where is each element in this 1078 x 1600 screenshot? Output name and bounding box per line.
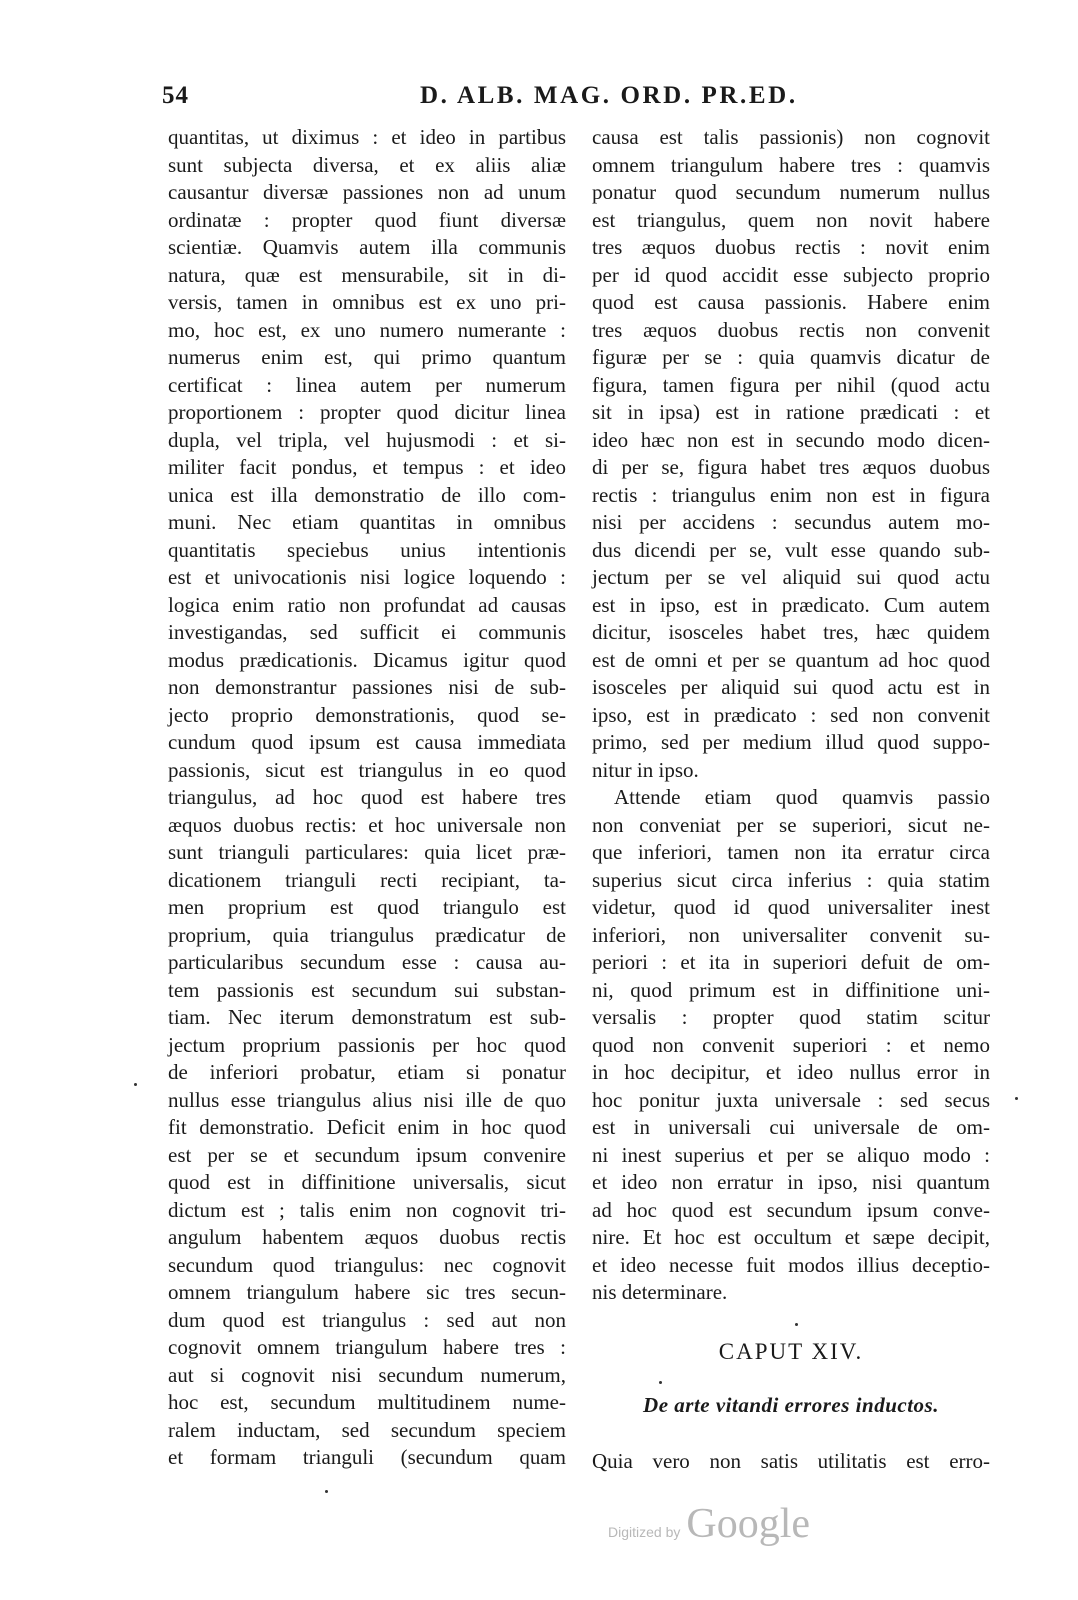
text-line: tem passionis est secundum sui substan- [168, 977, 566, 1002]
speck-mark [325, 1490, 328, 1493]
text-line: dictum est ; talis enim non cognovit tri- [168, 1197, 566, 1222]
text-line: est per se et secundum ipsum convenire [168, 1142, 566, 1167]
text-line: ipso, est in prædicato : sed non convenit [592, 702, 990, 727]
text-line: sit in ipsa) est in ratione prædicati : et [592, 400, 990, 424]
text-line: jecto proprio demonstrationis, quod se- [168, 702, 566, 727]
text-line: cundum quod ipsum est causa immediata [168, 730, 566, 754]
text-line: rectis : triangulus enim non est in figura [592, 482, 990, 507]
text-line: proportionem : propter quod dicitur linea [168, 400, 566, 424]
text-line: per id quod accidit esse subjecto proprio [592, 262, 990, 287]
speck-mark [134, 1083, 137, 1086]
text-line: et formam trianguli (secundum quam [168, 1445, 566, 1469]
text-line: versis, tamen in omnibus est ex uno pri- [168, 290, 566, 314]
text-line: modus prædicationis. Dicamus igitur quod [168, 647, 566, 672]
text-line: est in universali cui universale de om- [592, 1115, 990, 1139]
text-line: sunt subjecta diversa, et ex aliis aliæ [168, 152, 566, 177]
text-line: est triangulus, quem non novit habere [592, 207, 990, 232]
text-line: di per se, figura habet tres æquos duobus [592, 455, 990, 479]
text-line: quantitatis speciebus unius intentionis [168, 537, 566, 562]
text-line: mo, hoc est, ex uno numero numerante : [168, 317, 566, 342]
text-line: passionis, sicut est triangulus in eo quod [168, 757, 566, 782]
text-line: dicitur, isosceles habet tres, hæc quidem [592, 620, 990, 644]
text-line: quod est causa passionis. Habere enim [592, 290, 990, 314]
text-line: isosceles per aliquid sui quod actu est in [592, 675, 990, 699]
speck-mark [659, 1381, 662, 1384]
text-line: muni. Nec etiam quantitas in omnibus [168, 510, 566, 534]
text-line: sunt trianguli particulares: quia licet præ- [168, 840, 566, 864]
text-line: est de omni et per se quantum ad hoc quod [592, 647, 990, 672]
text-line: nis determinare. [592, 1280, 728, 1304]
page-number: 54 [162, 82, 189, 109]
text-line: nullus esse triangulus alius nisi ille de quo [168, 1087, 566, 1112]
text-line: nisi per accidens : secundus autem mo- [592, 510, 990, 534]
text-line: dus dicendi per se, vult esse quando sub- [592, 537, 990, 562]
text-line: numerus enim est, qui primo quantum [168, 345, 566, 369]
right-text-column [592, 124, 990, 1307]
text-line: Attende etiam quod quamvis passio [614, 785, 990, 809]
text-line: videtur, quod id quod universaliter inest [592, 895, 990, 919]
text-line: figura, tamen figura per nihil (quod actu [592, 372, 990, 397]
text-line: triangulus, ad hoc quod est habere tres [168, 785, 566, 809]
text-line: causa est talis passionis) non cognovit [592, 125, 990, 149]
text-line: ni, quod primum est in diffinitione uni- [592, 977, 990, 1002]
watermark-prefix: Digitized by [608, 1524, 681, 1540]
running-head: D. ALB. MAG. ORD. PR.ED. [420, 82, 798, 109]
text-line: aut si cognovit nisi secundum numerum, [168, 1362, 566, 1387]
text-line: men proprium est quod triangulo est [168, 895, 566, 919]
text-line: est et univocationis nisi logice loquendo : [168, 565, 566, 589]
text-line: superius sicut circa inferius : quia statim [592, 867, 990, 892]
text-line: figuræ per se : quia quamvis dicatur de [592, 345, 990, 369]
text-line: non conveniat per se superiori, sicut ne- [592, 812, 990, 837]
text-line: logica enim ratio non profundat ad causas [168, 592, 566, 617]
text-line: et ideo non erratur in ipso, nisi quantum [592, 1170, 990, 1194]
text-line: tres æquos duobus rectis : novit enim [592, 235, 990, 259]
text-line: ad hoc quod est secundum ipsum conve- [592, 1197, 990, 1222]
text-line: que inferiori, tamen non ita erratur circa [592, 840, 990, 864]
text-line: dicationem trianguli recti recipiant, ta- [168, 867, 566, 892]
text-line: Quia vero non satis utilitatis est erro- [592, 1449, 990, 1473]
text-line: cognovit omnem triangulum habere tres : [168, 1335, 566, 1359]
text-line: secundum quod triangulus: nec cognovit [168, 1252, 566, 1277]
text-line: tiam. Nec iterum demonstratum est sub- [168, 1005, 566, 1029]
chapter-subtitle: De arte vitandi errores inductos. [643, 1393, 939, 1417]
text-line: militer facit pondus, et tempus : et ideo [168, 455, 566, 479]
text-line: de inferiori probatur, etiam si ponatur [168, 1060, 566, 1084]
text-line: particularibus secundum esse : causa au- [168, 950, 566, 974]
text-line: scientiæ. Quamvis autem illa communis [168, 235, 566, 259]
text-line: causantur diversæ passiones non ad unum [168, 180, 566, 204]
text-line: versalis : propter quod statim scitur [592, 1005, 990, 1029]
text-line: quod est in diffinitione universalis, sicut [168, 1170, 566, 1194]
speck-mark [795, 1323, 798, 1326]
text-line: dum quod est triangulus : sed aut non [168, 1307, 566, 1332]
google-logo: Google [686, 1501, 811, 1547]
text-line: periori : et ita in superiori defuit de om- [592, 950, 990, 974]
text-line: dupla, vel tripla, vel hujusmodi : et si- [168, 427, 566, 452]
text-line: ralem inductam, sed secundum speciem [168, 1417, 566, 1442]
text-line: hoc ponitur juxta universale : sed secus [592, 1087, 990, 1112]
text-line: omnem triangulum habere tres : quamvis [592, 152, 990, 177]
text-line: jectum proprium passionis per hoc quod [168, 1032, 566, 1057]
text-line: nire. Et hoc est occultum et sæpe decipit, [592, 1225, 990, 1249]
text-line: et ideo necesse fuit modos illius deceptio- [592, 1252, 990, 1277]
text-line: omnem triangulum habere sic tres secun- [168, 1280, 566, 1304]
text-line: quantitas, ut diximus : et ideo in partibus [168, 125, 566, 149]
text-line: ordinatæ : propter quod fiunt diversæ [168, 207, 566, 232]
text-line: certificat : linea autem per numerum [168, 372, 566, 397]
text-line: ideo hæc non est in secundo modo dicen- [592, 427, 990, 452]
chapter-title: CAPUT XIV. [718, 1339, 864, 1364]
text-line: primo, sed per medium illud quod suppo- [592, 730, 990, 754]
chapter-first-line [592, 1448, 990, 1476]
text-line: tres æquos duobus rectis non convenit [592, 317, 990, 342]
text-line: unica est illa demonstratio de illo com- [168, 482, 566, 507]
text-line: in hoc decipitur, et ideo nullus error in [592, 1060, 990, 1084]
text-line: proprium, quia triangulus prædicatur de [168, 922, 566, 947]
text-line: angulum habentem æquos duobus rectis [168, 1225, 566, 1249]
text-line: non demonstrantur passiones nisi de sub- [168, 675, 566, 699]
left-text-column [168, 124, 566, 1472]
digitization-watermark [608, 1500, 810, 1548]
text-line: quod non convenit superiori : et nemo [592, 1032, 990, 1057]
text-line: natura, quæ est mensurabile, sit in di- [168, 262, 566, 287]
text-line: inferiori, non universaliter convenit su- [592, 922, 990, 947]
text-line: ponatur quod secundum numerum nullus [592, 180, 990, 204]
text-line: investigandas, sed sufficit ei communis [168, 620, 566, 644]
text-line: est in ipso, est in prædicato. Cum autem [592, 592, 990, 617]
text-line: fit demonstratio. Deficit enim in hoc quod [168, 1115, 566, 1139]
text-line: nitur in ipso. [592, 757, 699, 782]
text-line: æquos duobus rectis: et hoc universale non [168, 812, 566, 837]
speck-mark [1015, 1097, 1018, 1100]
text-line: ni inest superius et per se aliquo modo : [592, 1142, 990, 1167]
text-line: hoc est, secundum multitudinem nume- [168, 1390, 566, 1414]
text-line: jectum per se vel aliquid sui quod actu [592, 565, 990, 589]
